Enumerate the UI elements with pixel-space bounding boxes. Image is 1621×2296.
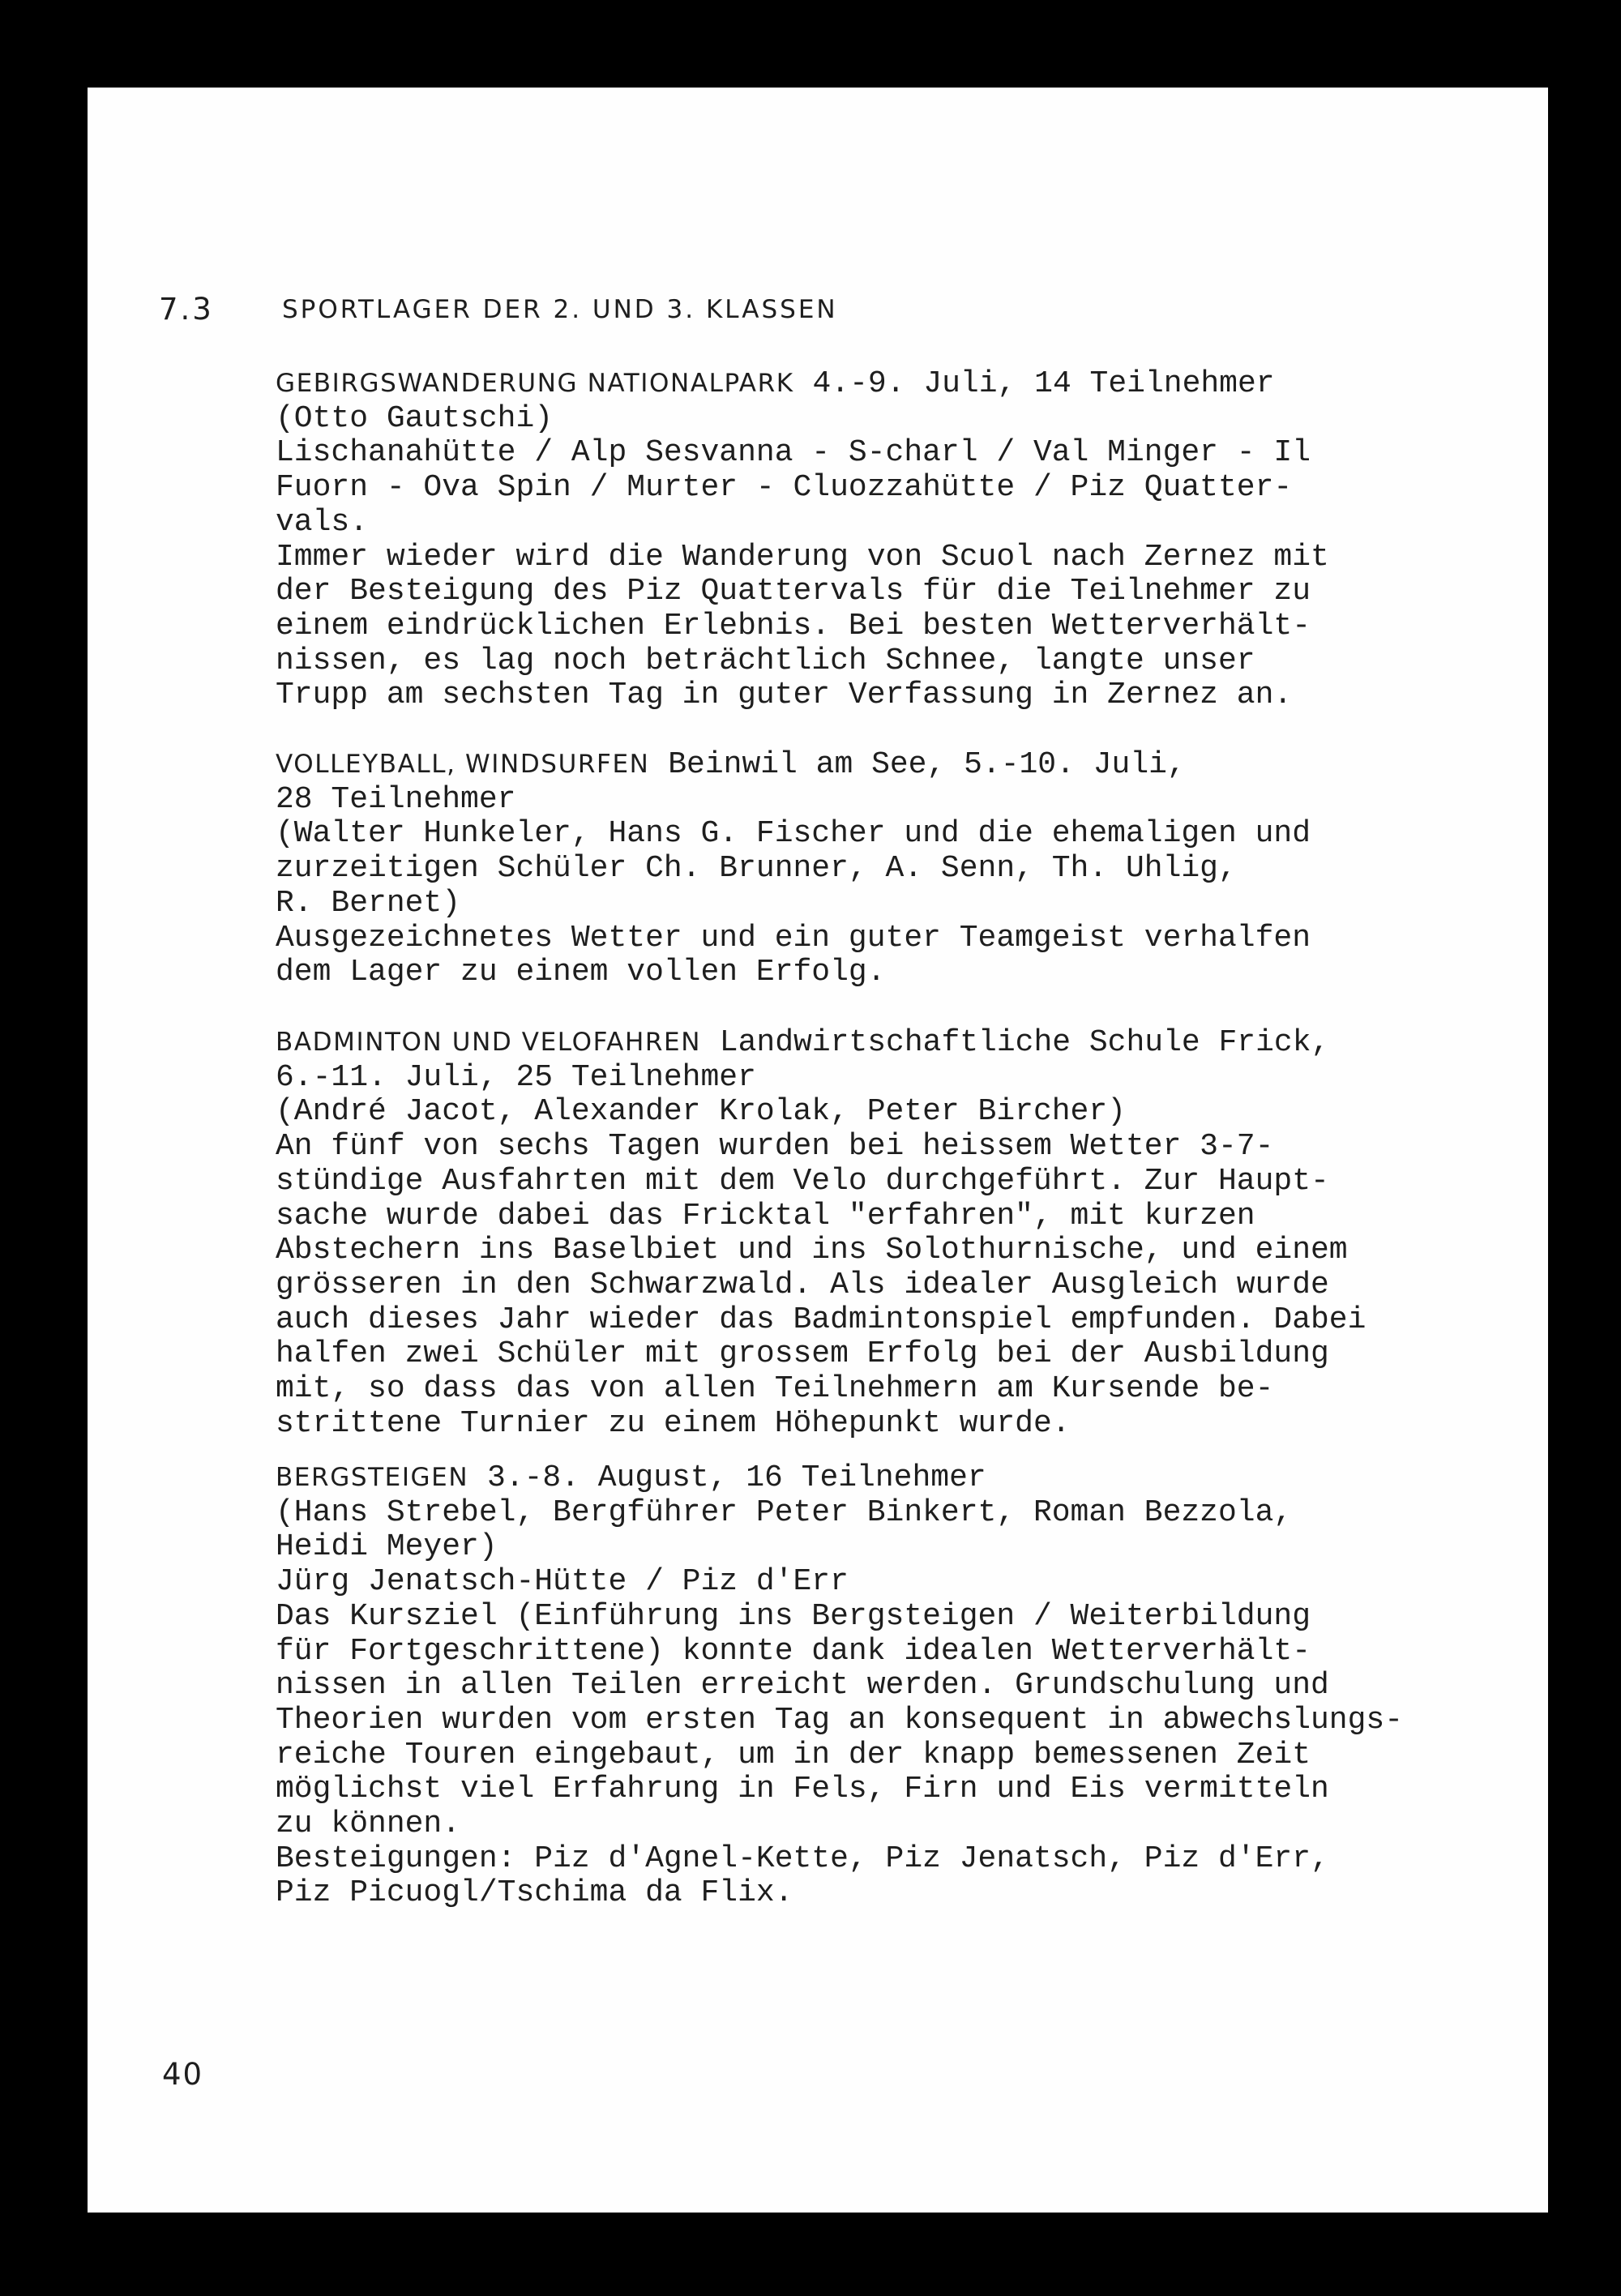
body-line: Fuorn - Ova Spin / Murter - Cluozzahütte / Piz Quatter-: [276, 470, 1293, 506]
body-line: 28 Teilnehmer: [276, 781, 516, 817]
block-heading: VOLLEYBALL, WINDSURFEN: [276, 750, 650, 779]
body-line: Lischanahütte / Alp Sesvanna - S-charl / Val Minger - Il: [276, 435, 1311, 471]
camp-report-badminton: [276, 1025, 1605, 1441]
body-line: einem eindrücklichen Erlebnis. Bei besten Wetterverhält-: [276, 608, 1311, 643]
body-line: Theorien wurden vom ersten Tag an konsequent in abwechslungs-: [276, 1702, 1404, 1738]
body-line: Trupp am sechsten Tag in guter Verfassung in Zernez an.: [276, 678, 1293, 713]
page-number: 40: [162, 2057, 204, 2092]
body-line: zurzeitigen Schüler Ch. Brunner, A. Senn, Th. Uhlig,: [276, 851, 1237, 887]
block-heading: GEBIRGSWANDERUNG NATIONALPARK: [276, 369, 794, 398]
body-line: Ausgezeichnetes Wetter und ein guter Teamgeist verhalfen: [276, 920, 1311, 956]
body-line: An fünf von sechs Tagen wurden bei heissem Wetter 3-7-: [276, 1129, 1274, 1165]
body-line: halfen zwei Schüler mit grossem Erfolg bei der Ausbildung: [276, 1336, 1329, 1372]
block-first-line: [276, 1460, 1605, 1496]
block-heading: BADMINTON UND VELOFAHREN: [276, 1028, 701, 1057]
body-line: (Hans Strebel, Bergführer Peter Binkert, Roman Bezzola,: [276, 1494, 1293, 1530]
camp-report-hiking: [276, 366, 1605, 713]
block-heading-details: Beinwil am See, 5.-10. Juli,: [649, 747, 1186, 782]
body-line: reiche Touren eingebaut, um in der knapp bemessenen Zeit: [276, 1737, 1311, 1772]
body-line: nissen, es lag noch beträchtlich Schnee, langte unser: [276, 643, 1255, 678]
body-line: R. Bernet): [276, 885, 461, 921]
camp-report-mountaineering: [276, 1460, 1605, 1911]
body-line: der Besteigung des Piz Quattervals für die Teilnehmer zu: [276, 574, 1311, 609]
camp-report-volleyball: [276, 747, 1605, 990]
body-line: (Otto Gautschi): [276, 400, 554, 436]
block-heading-details: 3.-8. August, 16 Teilnehmer: [468, 1460, 986, 1495]
body-line: strittene Turnier zu einem Höhepunkt wurde.: [276, 1405, 1071, 1441]
body-line: stündige Ausfahrten mit dem Velo durchgeführt. Zur Haupt-: [276, 1163, 1329, 1199]
body-line: Das Kursziel (Einführung ins Bergsteigen / Weiterbildung: [276, 1598, 1311, 1634]
body-line: für Fortgeschrittene) konnte dank idealen Wetterverhält-: [276, 1633, 1311, 1669]
body-line: 6.-11. Juli, 25 Teilnehmer: [276, 1059, 756, 1095]
body-line: vals.: [276, 504, 369, 540]
body-line: zu können.: [276, 1806, 461, 1842]
body-line: auch dieses Jahr wieder das Badmintonspiel empfunden. Dabei: [276, 1302, 1367, 1337]
body-line: Heidi Meyer): [276, 1529, 498, 1565]
body-line: mit, so dass das von allen Teilnehmern am Kursende be-: [276, 1371, 1274, 1407]
body-line: Piz Picuogl/Tschima da Flix.: [276, 1875, 793, 1911]
body-line: Abstechern ins Baselbiet und ins Solothurnische, und einem: [276, 1233, 1348, 1268]
body-line: nissen in allen Teilen erreicht werden. Grundschulung und: [276, 1668, 1329, 1704]
body-line: möglichst viel Erfahrung in Fels, Firn und Eis vermitteln: [276, 1772, 1329, 1807]
body-line: dem Lager zu einem vollen Erfolg.: [276, 955, 886, 990]
body-line: Jürg Jenatsch-Hütte / Piz d'Err: [276, 1564, 849, 1600]
block-heading: BERGSTEIGEN: [276, 1463, 469, 1492]
body-line: grösseren in den Schwarzwald. Als idealer Ausgleich wurde: [276, 1267, 1329, 1302]
body-line: sache wurde dabei das Fricktal "erfahren", mit kurzen: [276, 1198, 1255, 1234]
section-number: 7.3: [159, 292, 214, 327]
page-content: [88, 88, 1548, 2213]
block-heading-details: 4.-9. Juli, 14 Teilnehmer: [793, 366, 1275, 401]
block-first-line: [276, 747, 1605, 783]
body-line: (Walter Hunkeler, Hans G. Fischer und die ehemaligen und: [276, 816, 1311, 852]
block-heading-details: Landwirtschaftliche Schule Frick,: [701, 1025, 1330, 1060]
block-first-line: [276, 366, 1605, 402]
body-line: Immer wieder wird die Wanderung von Scuol nach Zernez mit: [276, 539, 1329, 575]
section-title: SPORTLAGER DER 2. UND 3. KLASSEN: [282, 295, 838, 324]
block-first-line: [276, 1025, 1605, 1061]
body-line: (André Jacot, Alexander Krolak, Peter Bircher): [276, 1094, 1126, 1130]
body-line: Besteigungen: Piz d'Agnel-Kette, Piz Jenatsch, Piz d'Err,: [276, 1841, 1329, 1876]
document-page: [88, 88, 1548, 2213]
